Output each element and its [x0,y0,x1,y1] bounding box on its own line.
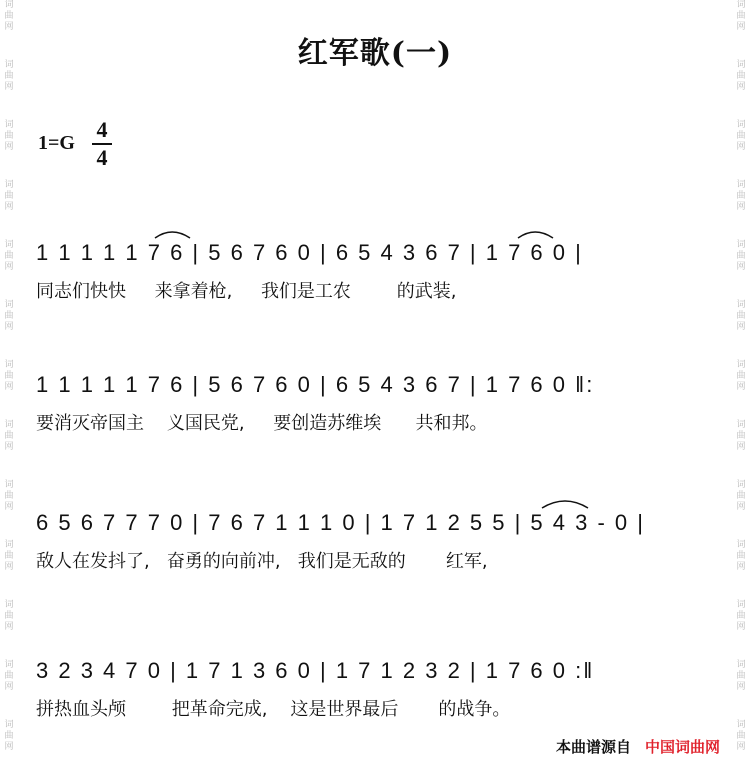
time-signature [92,118,112,170]
notes-line-3: 6 5 6 7 7 7 0 | 7 6 7 1 1 1 0 | 1 7 1 2 5 5 | 5 4 3 - 0 | [36,510,645,535]
source-label: 本曲谱源自 [555,738,631,756]
watermark-stamp: 词 曲 网 [4,540,14,572]
watermark-stamp: 词 曲 网 [4,60,14,92]
lyrics-line-4: 拼热血头颅 把革命完成, 这是世界最后 的战争。 [36,699,511,720]
watermark-stamp: 词 曲 网 [736,240,746,272]
lyrics-line-3: 敌人在发抖了, 奋勇的向前冲, 我们是无敌的 红军, [36,551,488,572]
watermark-stamp: 词 曲 网 [736,420,746,452]
notes-line-1: 1 1 1 1 1 7 6 | 5 6 7 6 0 | 6 5 4 3 6 7 | 1 7 6 0 | [36,240,583,265]
watermark-stamp: 词 曲 网 [736,660,746,692]
watermark-stamp: 词 曲 网 [4,420,14,452]
watermark-stamp: 词 曲 网 [4,240,14,272]
time-signature-denominator: 4 [96,145,108,170]
watermark-stamp: 词 曲 网 [4,300,14,332]
watermark-stamp: 词 曲 网 [736,0,746,32]
song-title: 红军歌(一) [297,36,453,71]
notes-line-2: 1 1 1 1 1 7 6 | 5 6 7 6 0 | 6 5 4 3 6 7 | 1 7 6 0 ‖: [36,372,595,397]
watermark-stamp: 词 曲 网 [4,0,14,32]
lyrics-line-1: 同志们快快 来拿着枪, 我们是工农 的武装, [36,281,457,302]
watermark-stamp: 词 曲 网 [736,120,746,152]
lyrics-line-2: 要消灭帝国主 义国民党, 要创造苏维埃 共和邦。 [36,413,488,434]
source-site-link[interactable]: 中国词曲网 [644,738,720,756]
watermark-stamp: 词 曲 网 [736,60,746,92]
watermark-stamp: 词 曲 网 [4,720,14,752]
watermark-stamp: 词 曲 网 [736,180,746,212]
watermark-stamp: 词 曲 网 [736,480,746,512]
source-note [556,736,720,757]
key-signature: 1=G [38,132,75,154]
watermark-stamp: 词 曲 网 [736,360,746,392]
watermark-stamp: 词 曲 网 [4,660,14,692]
watermark-stamp: 词 曲 网 [736,600,746,632]
watermark-stamp: 词 曲 网 [736,720,746,752]
watermark-stamp: 词 曲 网 [736,540,746,572]
watermark-stamp: 词 曲 网 [4,180,14,212]
watermark-stamp: 词 曲 网 [736,300,746,332]
watermark-stamp: 词 曲 网 [4,480,14,512]
watermark-stamp: 词 曲 网 [4,360,14,392]
watermark-stamp: 词 曲 网 [4,120,14,152]
notes-line-4: 3 2 3 4 7 0 | 1 7 1 3 6 0 | 1 7 1 2 3 2 | 1 7 6 0 :‖ [36,658,595,683]
time-signature-numerator: 4 [96,117,108,142]
watermark-stamp: 词 曲 网 [4,600,14,632]
